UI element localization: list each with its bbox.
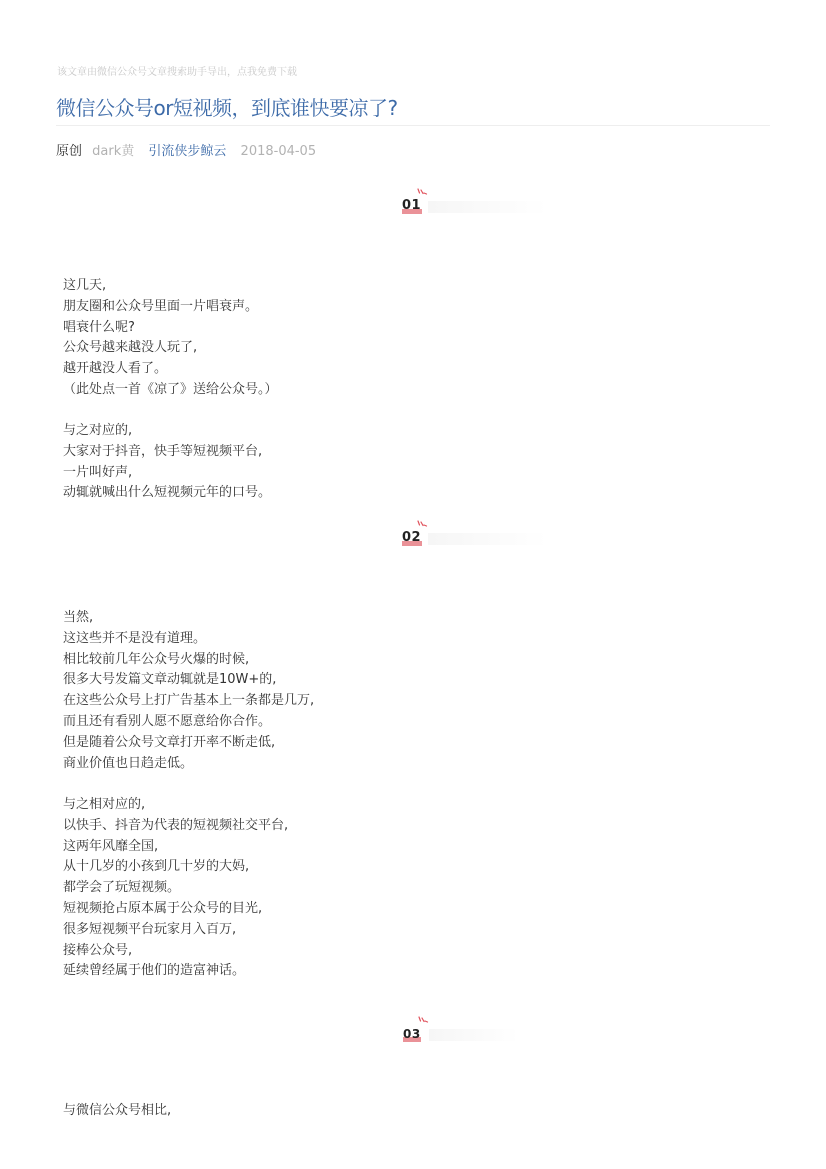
section-number: 02	[402, 530, 422, 545]
text-line: 商业价值也日趋走低。	[63, 755, 194, 771]
text-line: 越开越没人看了。	[63, 361, 168, 377]
text-line: 延续曾经属于他们的造富神话。	[63, 963, 246, 979]
text-line: 公众号越来越没人玩了,	[63, 340, 198, 356]
text-line: 唱衰什么呢?	[63, 319, 135, 335]
section-fade-bar	[428, 201, 548, 213]
text-line: 接棒公众号,	[63, 942, 133, 958]
text-line: 朋友圈和公众号里面一片唱衰声。	[63, 298, 259, 314]
article-title: 微信公众号or短视频，到底谁快要凉了?	[56, 96, 398, 120]
section-number: 01	[402, 198, 422, 213]
paragraph	[63, 795, 288, 982]
text-line: 短视频抢占原本属于公众号的目光,	[63, 900, 263, 916]
account-link[interactable]: 引流侠步鲸云	[148, 144, 227, 159]
paragraph	[63, 1101, 171, 1122]
text-line: 很多大号发篇文章动辄就是10W+的,	[63, 672, 277, 688]
text-line: 这这些并不是没有道理。	[63, 630, 207, 646]
text-line: 这两年风靡全国,	[63, 838, 159, 854]
section-marker-01	[402, 193, 562, 223]
article-meta	[56, 140, 316, 159]
spark-icon	[417, 1015, 429, 1027]
text-line: 从十几岁的小孩到几十岁的大妈,	[63, 859, 250, 875]
text-line: 与之对应的,	[63, 423, 133, 438]
text-line: 大家对于抖音，快手等短视频平台,	[63, 443, 263, 459]
text-line: 但是随着公众号文章打开率不断走低,	[63, 734, 276, 750]
paragraph	[63, 421, 271, 504]
text-line: 一片叫好声,	[63, 464, 133, 480]
section-number: 03	[403, 1027, 421, 1041]
author-name: dark黄	[92, 144, 135, 159]
section-marker-02	[402, 525, 562, 555]
text-line: 而且还有看别人愿不愿意给你合作。	[63, 713, 272, 729]
paragraph	[63, 276, 278, 401]
publish-date: 2018-04-05	[240, 144, 317, 159]
section-fade-bar	[429, 1029, 519, 1041]
section-marker-03	[403, 1021, 563, 1051]
text-line: 都学会了玩短视频。	[63, 880, 181, 896]
text-line: 在这些公众号上打广告基本上一条都是几万,	[63, 693, 315, 709]
text-line: 很多短视频平台玩家月入百万,	[63, 921, 237, 937]
text-line: 这几天,	[63, 278, 107, 293]
section-fade-bar	[428, 533, 548, 545]
text-line: 与微信公众号相比,	[63, 1103, 172, 1118]
text-line: 当然,	[63, 610, 94, 625]
original-label: 原创	[56, 144, 83, 159]
title-divider	[56, 125, 770, 126]
text-line: 以快手、抖音为代表的短视频社交平台,	[63, 817, 289, 833]
paragraph	[63, 608, 314, 774]
text-line: 与之相对应的,	[63, 797, 146, 812]
spark-icon	[416, 187, 428, 199]
text-line: 动辄就喊出什么短视频元年的口号。	[63, 485, 272, 501]
export-notice[interactable]: 该文章由微信公众号文章搜索助手导出，点我免费下载	[57, 67, 297, 78]
spark-icon	[416, 519, 428, 531]
text-line: 相比较前几年公众号火爆的时候,	[63, 651, 250, 667]
text-line: （此处点一首《凉了》送给公众号。）	[63, 381, 278, 397]
